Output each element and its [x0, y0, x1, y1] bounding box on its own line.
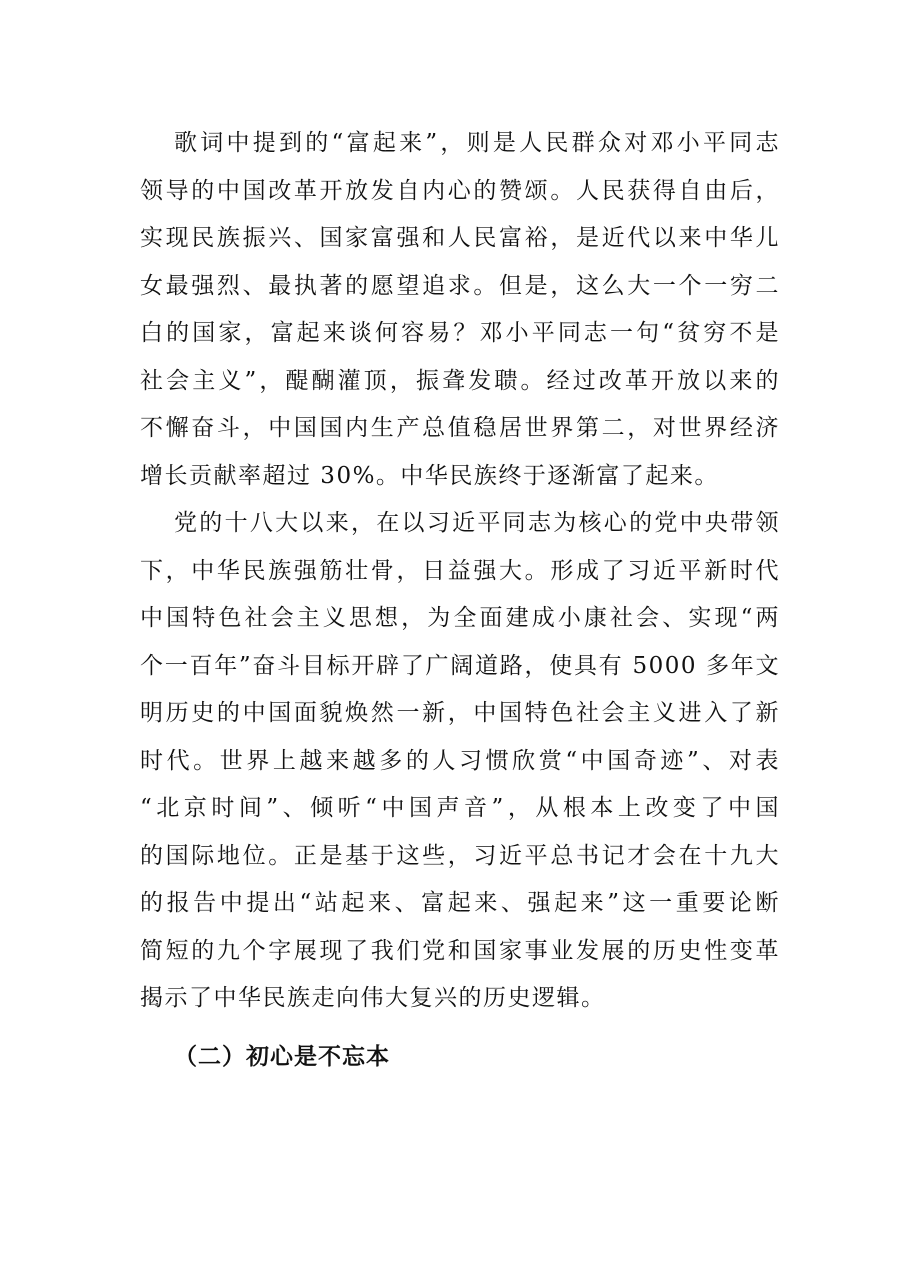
- paragraph-line: 领导的中国改革开放发自内心的赞颂。人民获得自由后，: [140, 177, 780, 204]
- paragraph-1: [140, 120, 780, 500]
- paragraph-line: 白的国家，富起来谈何容易？邓小平同志一句“贫穷不是: [140, 320, 780, 346]
- document-body: [140, 120, 780, 1023]
- paragraph-line: 女最强烈、最执著的愿望追求。但是，这么大一个一穷二: [140, 272, 780, 299]
- paragraph-line: 中国特色社会主义思想，为全面建成小康社会、实现“两: [140, 605, 780, 631]
- paragraph-line: 的国际地位。正是基于这些，习近平总书记才会在十九大: [140, 842, 780, 869]
- paragraph-2: [140, 500, 780, 1023]
- paragraph-line: 明历史的中国面貌焕然一新，中国特色社会主义进入了新: [140, 700, 780, 726]
- paragraph-line: 下，中华民族强筋壮骨，日益强大。形成了习近平新时代: [140, 557, 780, 584]
- paragraph-line: 增长贡献率超过 30%。中华民族终于逐渐富了起来。: [140, 462, 719, 489]
- paragraph-line: 简短的九个字展现了我们党和国家事业发展的历史性变革: [140, 937, 780, 964]
- paragraph-line: 时代。世界上越来越多的人习惯欣赏“中国奇迹”、对表: [140, 747, 780, 774]
- paragraph-line: 个一百年”奋斗目标开辟了广阔道路，使具有 5000 多年文: [140, 652, 780, 679]
- paragraph-line: 实现民族振兴、国家富强和人民富裕，是近代以来中华儿: [140, 225, 780, 251]
- paragraph-line: 揭示了中华民族走向伟大复兴的历史逻辑。: [140, 985, 606, 1011]
- paragraph-line: 的报告中提出“站起来、富起来、强起来”这一重要论断: [140, 890, 780, 916]
- paragraph-line: 党的十八大以来，在以习近平同志为核心的党中央带领: [174, 510, 780, 536]
- section-heading: （二）初心是不忘本: [174, 1044, 390, 1070]
- paragraph-line: “北京时间”、倾听“中国声音”，从根本上改变了中国: [140, 795, 780, 821]
- paragraph-line: 社会主义”，醍醐灌顶，振聋发聩。经过改革开放以来的: [140, 367, 780, 394]
- paragraph-line: 歌词中提到的“富起来”，则是人民群众对邓小平同志: [174, 130, 780, 156]
- paragraph-line: 不懈奋斗，中国国内生产总值稳居世界第二，对世界经济: [140, 415, 780, 441]
